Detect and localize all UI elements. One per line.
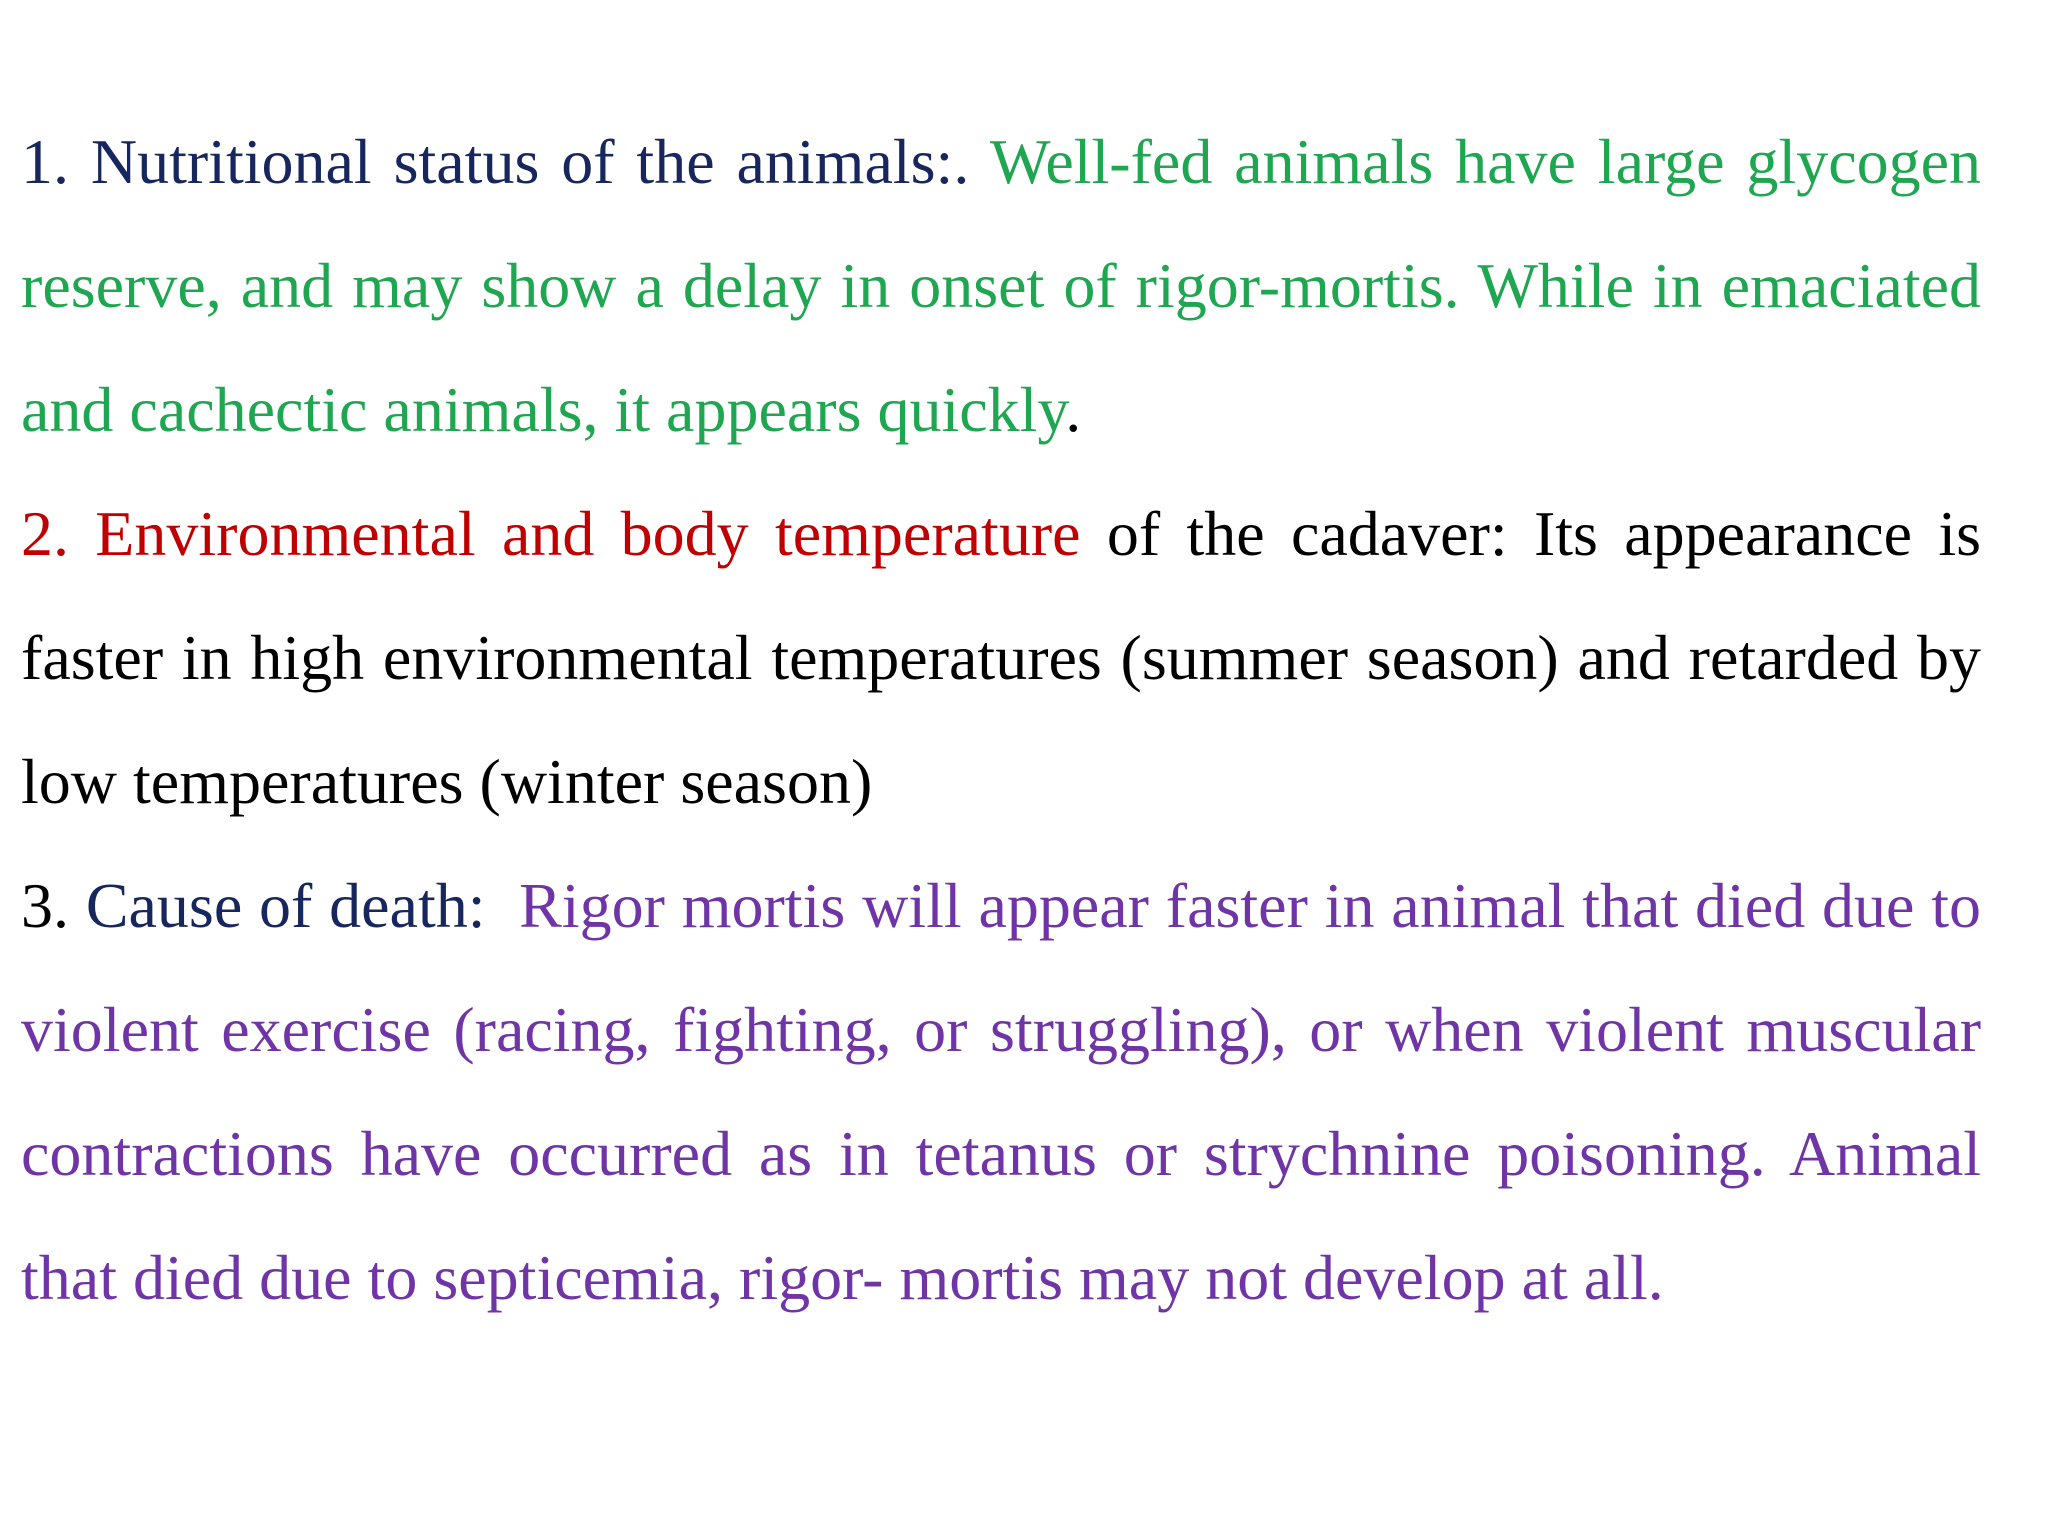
slide-body [21, 100, 1981, 1340]
point-1-period: . [1065, 374, 1082, 445]
point-3-number: 3. [21, 870, 86, 941]
point-3-heading: Cause of death: [85, 870, 520, 941]
point-1-text: Well-fed animals have large glycogen reserve, and may show a delay in onset of rigor-mortis. While in emaciated and cachectic animals, it appears quickly [21, 126, 1982, 445]
point-1-heading: 1. Nutritional status of the animals:. [21, 126, 991, 197]
point-2-text: of the cadaver: Its appearance is faster in high environmental temperatures (summer season) and retarded by low temperatures (winter season) [21, 498, 1982, 817]
point-temperature [21, 472, 1981, 844]
point-cause-of-death [21, 844, 1981, 1340]
point-2-heading: 2. Environmental and body temperature [21, 498, 1081, 569]
point-3-text: Rigor mortis will appear faster in animal that died due to violent exercise (racing, fighting, or struggling), or when violent muscular contractions have occurred as in tetanus or strychnine poisoning. Animal that died due to septicemia, rigor- mortis may not develop at all. [21, 870, 1982, 1313]
point-nutritional-status [21, 100, 1981, 472]
